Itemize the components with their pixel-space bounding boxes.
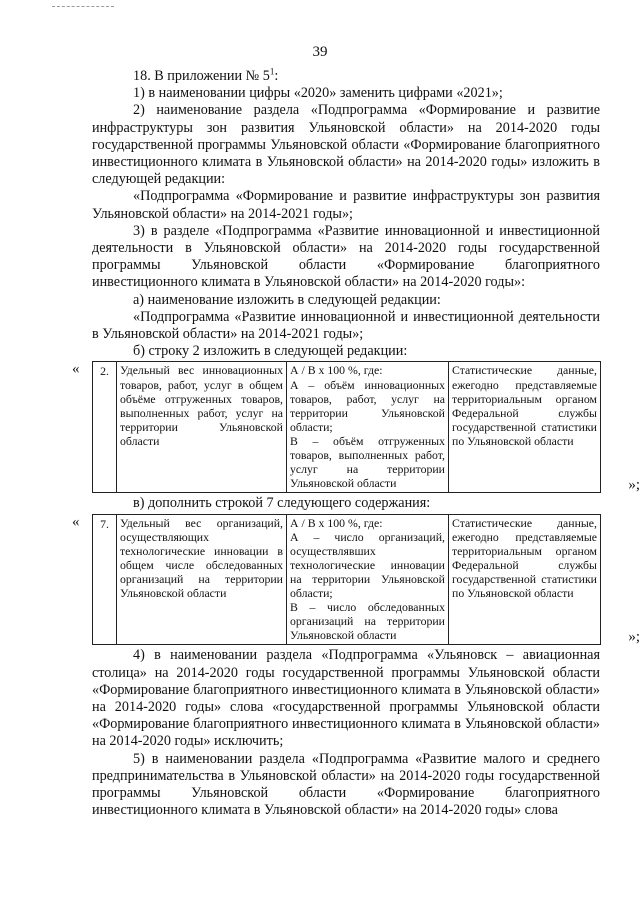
table-row-2-close-quote: »; — [628, 477, 640, 494]
paragraph-subitem-3b: б) строку 2 изложить в следующей редакции: — [133, 343, 408, 360]
table-row-7-block — [72, 513, 640, 646]
paragraph-subitem-3v: в) дополнить строкой 7 следующего содержания: — [133, 495, 431, 512]
paragraph-item-18 — [92, 68, 600, 85]
table-row-7-close-quote: »; — [628, 629, 640, 646]
paragraph-item-18-text: 18. В приложении № 5 — [133, 68, 270, 84]
table-cell-number: 7. — [93, 514, 117, 645]
table-row-7-open-quote: « — [72, 513, 80, 530]
table-cell-number: 2. — [93, 362, 117, 493]
table-cell-source: Статистические данные, ежегодно представляемые территориальным органом Федеральной службы государственной статистики по Ульяновской области — [449, 362, 601, 493]
formula-b-definition: В – число обследованных организаций на территории Ульяновской области — [290, 600, 445, 643]
table-cell-formula — [287, 362, 449, 493]
paragraph-subitem-3: 3) в разделе «Подпрограмма «Развитие инновационной и инвестиционной деятельности в Ульяновской области» на 2014-2020 годы государственной программы Ульяновской области «Формирование благоприятного инвестиционного климата в Ульяновской области» на 2014-2020 годы»: — [92, 222, 600, 291]
table-cell-formula — [287, 514, 449, 645]
paragraph-item-18-colon: : — [274, 68, 279, 84]
formula-line: А / В х 100 %, где: — [290, 363, 383, 378]
paragraph-subitem-3a: а) наименование изложить в следующей редакции: — [133, 291, 441, 308]
indicator-table-row-7 — [92, 514, 601, 646]
paragraph-subitem-4: 4) в наименовании раздела «Подпрограмма «Ульяновск – авиационная столица» на 2014-2020 годы государственной программы Ульяновской области «Формирование благоприятного инвестиционного климата в Ульяновской области» на 2014-2020 годы» слова «государственной программы Ульяновской области «Формирование благоприятного инвестиционного климата в Ульяновской области» на 2014-2020 годы» исключить; — [92, 647, 600, 750]
table-cell-indicator: Удельный вес организаций, осуществляющих технологические инновации в общем числе обследованных организаций на территории Ульяновской области — [117, 514, 287, 645]
document-body — [72, 66, 640, 819]
table-row-2-block — [72, 361, 640, 494]
table-cell-indicator: Удельный вес инновационных товаров, работ, услуг в общем объёме отгруженных товаров, выполненных работ, услуг на территории Ульяновской области — [117, 362, 287, 493]
table-row — [93, 514, 601, 645]
paragraph-subitem-2: 2) наименование раздела «Подпрограмма «Формирование и развитие инфраструктуры зон развития Ульяновской области» на 2014-2020 годы государственной программы Ульяновской области «Формирование благоприятного инвестиционного климата в Ульяновской области» на 2014-2020 годы» изложить в следующей редакции: — [92, 102, 600, 188]
page-number: 39 — [312, 44, 328, 60]
formula-a-definition: А – число организаций, осуществлявших технологические инновации на территории Ульяновской области; — [290, 529, 445, 600]
formula-line: А / В х 100 %, где: — [290, 515, 383, 530]
formula-a-definition: А – объём инновационных товаров, работ, услуг на территории Ульяновской области; — [290, 377, 445, 434]
scan-artifact-line — [52, 6, 114, 7]
table-row — [93, 362, 601, 493]
footnote-superscript: 1 — [269, 66, 275, 77]
paragraph-subitem-5: 5) в наименовании раздела «Подпрограмма «Развитие малого и среднего предпринимательства в Ульяновской области» на 2014-2020 годы государственной программы Ульяновской области «Формирование благоприятного инвестиционного климата в Ульяновской области» на 2014-2020 годы» слова — [92, 750, 600, 819]
indicator-table-row-2 — [92, 361, 601, 493]
formula-b-definition: В – объём отгруженных товаров, выполненных работ, услуг на территории Ульяновской области — [290, 433, 445, 491]
table-cell-source: Статистические данные, ежегодно представляемые территориальным органом Федеральной службы государственной статистики по Ульяновской области — [449, 514, 601, 645]
paragraph-new-title-2: «Подпрограмма «Развитие инновационной и инвестиционной деятельности в Ульяновской области» на 2014-2021 годы»; — [92, 308, 600, 343]
paragraph-new-title-1: «Подпрограмма «Формирование и развитие инфраструктуры зон развития Ульяновской области» на 2014-2021 годы»; — [92, 188, 600, 222]
table-row-2-open-quote: « — [72, 361, 80, 378]
paragraph-subitem-1: 1) в наименовании цифры «2020» заменить цифрами «2021»; — [133, 85, 503, 102]
